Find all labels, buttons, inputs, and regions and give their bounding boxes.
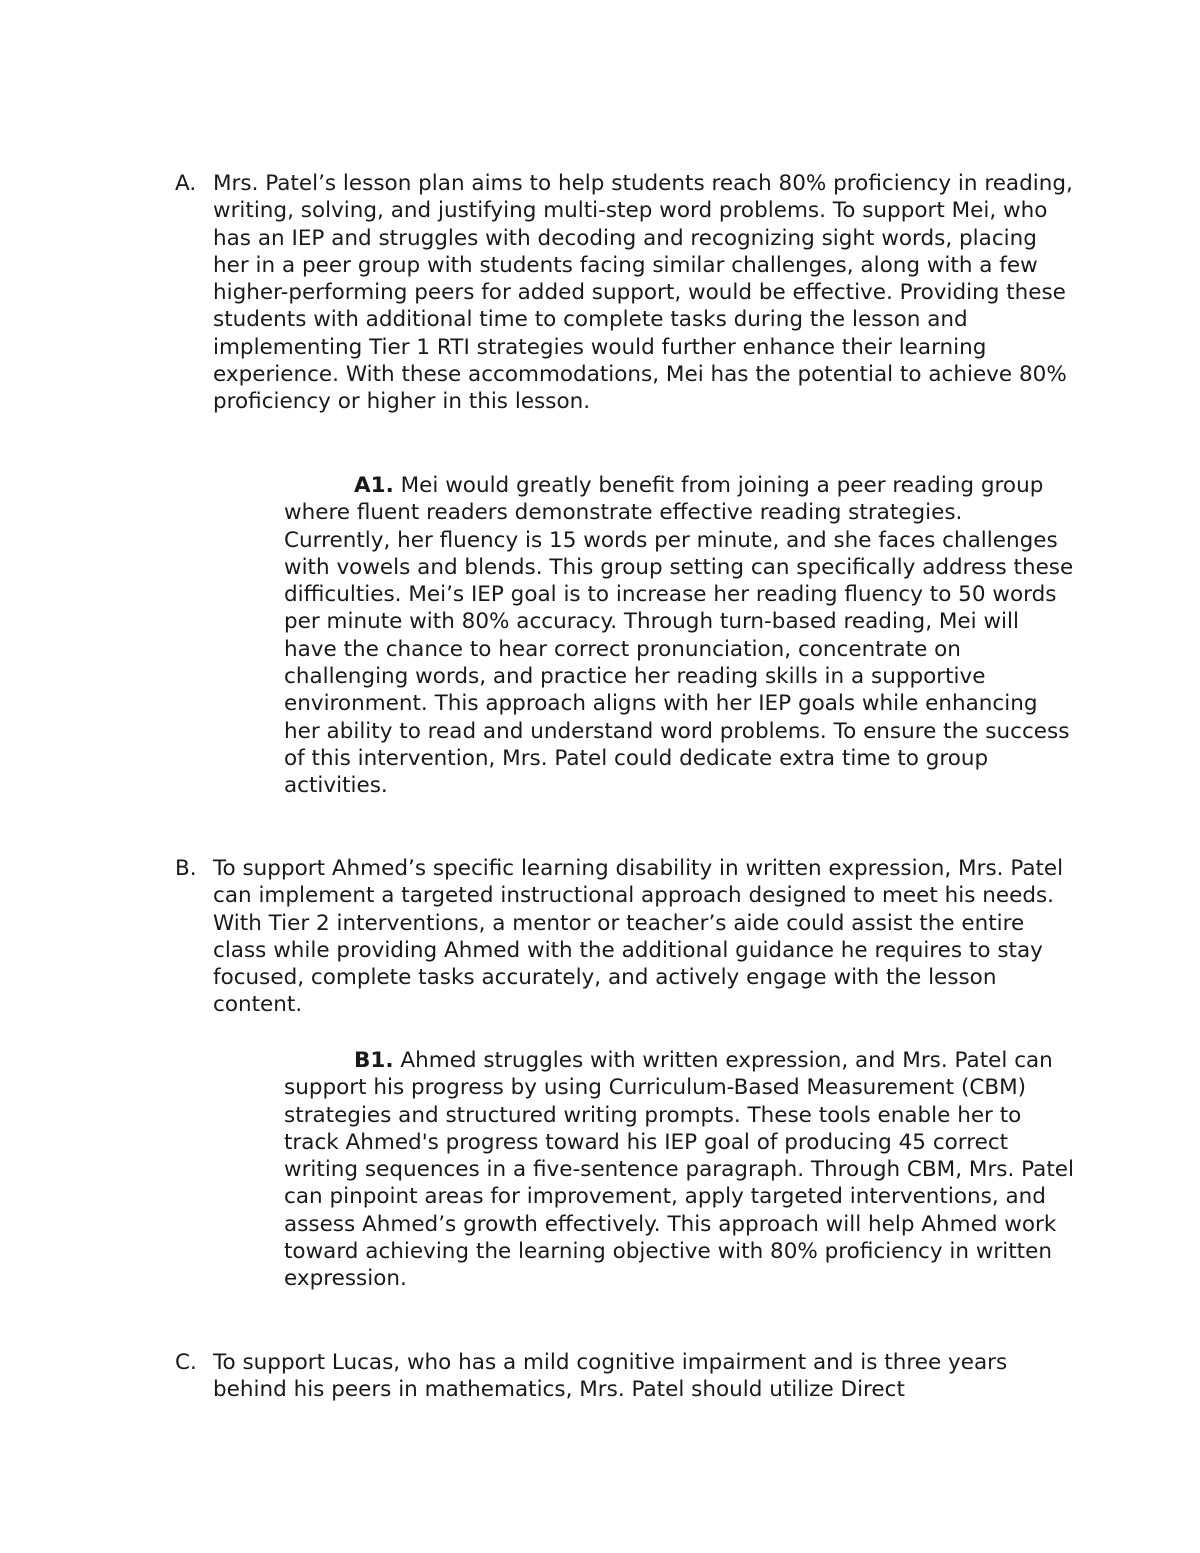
section-b [175, 855, 1073, 1019]
list-marker-c: C. [175, 1350, 197, 1375]
section-b-text: To support Ahmed’s specific learning disability in written expression, Mrs. Patel can implement a targeted instructional approach designed to meet his needs. With Tier 2 interventions, a mentor or teacher’s aide could assist the entire class while providing Ahmed with the additional guidance he requires to stay focused, complete tasks accurately, and actively engage with the lesson content. [213, 856, 1064, 1018]
section-a1 [284, 472, 1074, 800]
section-b1 [284, 1047, 1074, 1293]
section-a [175, 170, 1073, 416]
section-b1-label: B1. [354, 1048, 394, 1073]
section-b1-text: Ahmed struggles with written expression, and Mrs. Patel can support his progress by using Curriculum-Based Measurement (CBM) strategies and structured writing prompts. These tools enable her to track Ahmed's progress toward his IEP goal of producing 45 correct writing sequences in a five-sentence paragraph. Through CBM, Mrs. Patel can pinpoint areas for improvement, apply targeted interventions, and assess Ahmed’s growth effectively. This approach will help Ahmed work toward achieving the learning objective with 80% proficiency in written expression. [284, 1048, 1074, 1292]
section-a1-text: Mei would greatly benefit from joining a peer reading group where fluent readers demonstrate effective reading strategies. Currently, her fluency is 15 words per minute, and she faces challenges with vowels and blends. This group setting can specifically address these difficulties. Mei’s IEP goal is to increase her reading fluency to 50 words per minute with 80% accuracy. Through turn-based reading, Mei will have the chance to hear correct pronunciation, concentrate on challenging words, and practice her reading skills in a supportive environment. This approach aligns with her IEP goals while enhancing her ability to read and understand word problems. To ensure the success of this intervention, Mrs. Patel could dedicate extra time to group activities. [284, 473, 1074, 799]
section-a1-label: A1. [354, 473, 394, 498]
section-c [175, 1349, 1073, 1404]
list-marker-a: A. [175, 171, 197, 196]
section-a-text: Mrs. Patel’s lesson plan aims to help students reach 80% proficiency in reading, writing, solving, and justifying multi-step word problems. To support Mei, who has an IEP and struggles with decoding and recognizing sight words, placing her in a peer group with students facing similar challenges, along with a few higher-performing peers for added support, would be effective. Providing these students with additional time to complete tasks during the lesson and implementing Tier 1 RTI strategies would further enhance their learning experience. With these accommodations, Mei has the potential to achieve 80% proficiency or higher in this lesson. [213, 171, 1073, 415]
section-c-text: To support Lucas, who has a mild cognitive impairment and is three years behind his peers in mathematics, Mrs. Patel should utilize Direct [213, 1350, 1008, 1403]
list-marker-b: B. [175, 856, 197, 881]
